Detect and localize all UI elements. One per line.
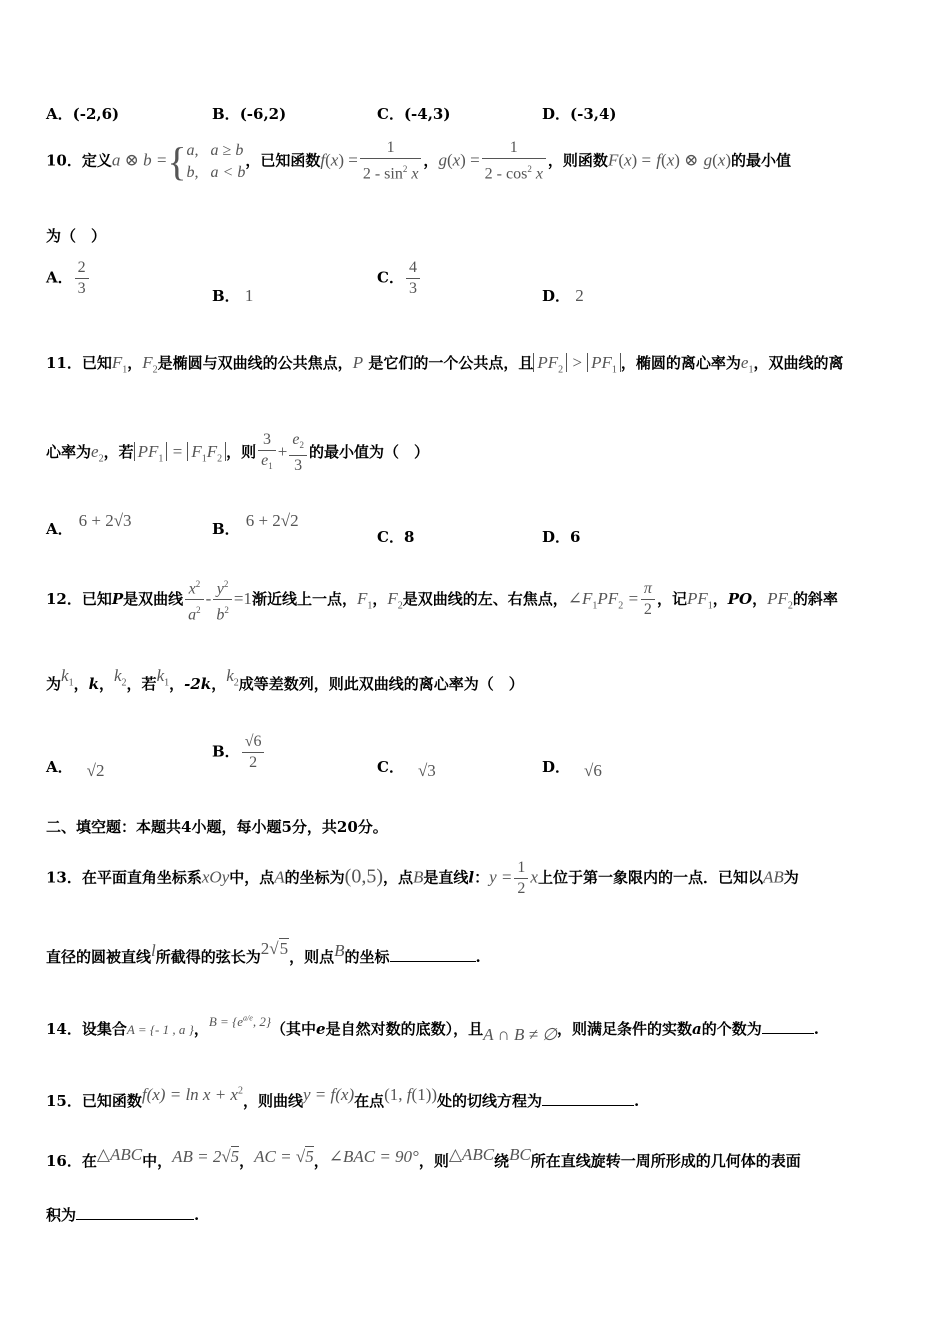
q10-number: 10．定义 — [46, 151, 112, 170]
q16-answer-blank — [76, 1205, 194, 1220]
q13-line-1: 13．在平面直角坐标系xOy中，点A的坐标为(0,5)，点B是直线l：y = $\frac{1}{2}$ x上位于第一象限内的一点．已知以AB为 — [46, 859, 799, 897]
q9-option-b: B．(-6,2) — [212, 105, 287, 123]
q16-line-1: 16．在△ABC中，AB = 2√5，AC = √5，∠BAC = 90°，则△ABC绕BC所在直线旋转一周所形成的几何体的表面 — [46, 1145, 801, 1170]
q10-otimes-def: a ⊗ b = — [111, 150, 168, 170]
q14-answer-blank — [762, 1019, 814, 1034]
q15-line: 15．已知函数$f(x) = \ln x + x^2$，则曲线y = f(x)在点(1, f(1))处的切线方程为 . — [46, 1085, 640, 1110]
q11-line-2: 心率为$e_2$，若 $PF_1 = F_1F_2$ ，则 $\frac{3}{e_1}$ + $\frac{e_2}{3}$ 的最小值为（ ） — [46, 431, 429, 475]
q9-option-a: A．(-2,6) — [46, 105, 120, 123]
q12-option-d: D． √6 — [542, 758, 602, 780]
q9-option-c: C．(-4,3) — [377, 105, 451, 123]
q11-line-1: 11．已知$F_1$，$F_2$是椭圆与双曲线的公共焦点，P 是它们的一个公共点，且 $PF_2 > PF_1$ ，椭圆的离心率为$e_1$，双曲线的离 — [46, 353, 844, 376]
q16-line-2: 积为 . — [46, 1206, 200, 1224]
q12-line-1: 12．已知P是双曲线 $\frac{x^2}{a^2}$ - $\frac{y^2}{b^2}$ =1渐近线上一点，$F_1$，$F_2$是双曲线的左、右焦点，$\angle F_1PF_2$ = $\frac{\pi}{2}$ ，记$PF_1$，PO，$PF_2$的斜率 — [46, 574, 838, 626]
q11-option-a: A． 6 + 2√3 — [46, 511, 132, 538]
q15-answer-blank — [542, 1091, 634, 1106]
q10-line-2: 为（ ） — [46, 227, 107, 245]
q10-option-a: A． $\frac{2}{3}$ — [46, 258, 91, 299]
q10-cases: a, a ≥ b b, a < b — [186, 141, 246, 181]
q10-g-fraction: $\frac{1}{2 - \cos^2 x}$ — [482, 138, 546, 184]
section-2-heading: 二、填空题：本题共4小题，每小题5分，共20分。 — [46, 818, 388, 836]
q11-option-c: C．8 — [377, 528, 415, 546]
q13-answer-blank — [390, 947, 476, 962]
q12-option-c: C． √3 — [377, 758, 436, 780]
q13-line-2: 直径的圆被直线l所截得的弦长为2√5，则点B的坐标 . — [46, 939, 481, 966]
q10-option-b: B． 1 — [212, 286, 254, 305]
q10-f-fraction: $\frac{1}{2 - \sin^2 x}$ — [360, 138, 422, 184]
q10-option-c: C． $\frac{4}{3}$ — [377, 258, 422, 299]
q12-option-a: A． √2 — [46, 758, 105, 780]
q12-line-2: 为$k_1$，k，$k_2$，若$k_1$，-2k，$k_2$成等差数列，则此双曲线的离心率为（ ） — [46, 666, 524, 693]
q9-option-d: D．(-3,4) — [542, 105, 617, 123]
q10-option-d: D． 2 — [542, 286, 584, 305]
q11-option-b: B． 6 + 2√2 — [212, 511, 299, 538]
q11-option-d: D．6 — [542, 528, 581, 546]
q14-line: 14．设集合A = {- 1 , a }，$B = \{e^{a/e}$, 2}（其中e是自然对数的底数），且A ∩ B ≠ ∅，则满足条件的实数a的个数为 . — [46, 1013, 819, 1044]
q12-option-b: B． $\frac{√6}{2}$ — [212, 732, 266, 773]
q10-line-1: 10．定义a ⊗ b ={ a, a ≥ b b, a < b ，已知函数f(x) = $\frac{1}{2 - \sin^2 x}$ ，g(x) = $\frac{1}{2 - \cos^2 x}$ ，则函数F(x) = f(x) ⊗ g(x)的最小值 — [46, 139, 792, 184]
